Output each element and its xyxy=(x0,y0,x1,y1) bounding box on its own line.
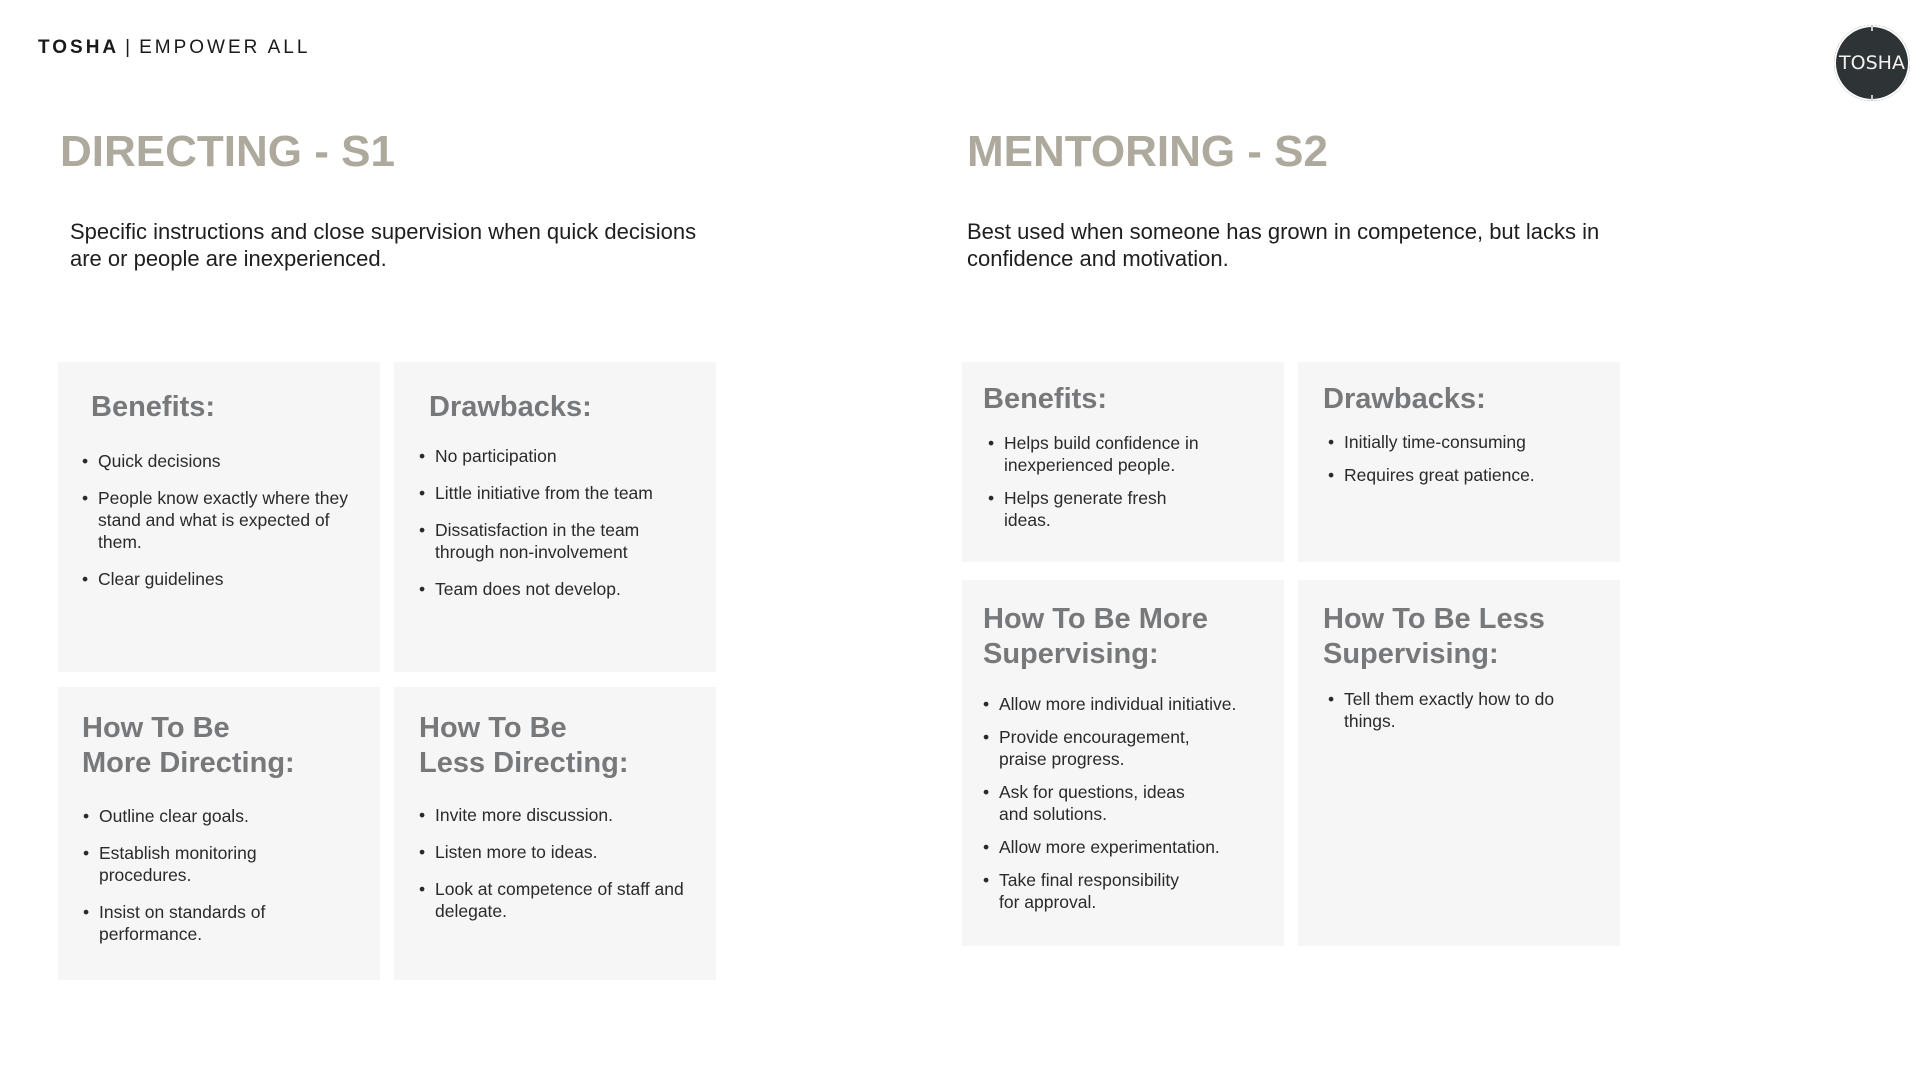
heading-line: How To Be More xyxy=(983,603,1209,635)
mentoring-description: Best used when someone has grown in competence, but lacks in confidence and motivation. xyxy=(967,219,1600,271)
card-heading: Drawbacks: xyxy=(429,391,592,423)
brand-header xyxy=(38,37,310,59)
card-heading xyxy=(82,711,295,781)
list-item: • Allow more experimentation. xyxy=(983,836,1238,858)
brand-tagline: EMPOWER ALL xyxy=(139,37,311,58)
directing-description: Specific instructions and close supervision when quick decisions are or people are inexperienced. xyxy=(70,219,697,271)
mentoring-title: MENTORING - S2 xyxy=(967,127,1329,176)
logo-tick-bottom xyxy=(1871,95,1873,101)
card-heading: Drawbacks: xyxy=(1323,383,1486,415)
list-item: • Tell them exactly how to do things. xyxy=(1328,688,1558,732)
heading-line: How To Be Less xyxy=(1323,603,1545,635)
list-item: • Insist on standards of performance. xyxy=(83,901,303,945)
list-item: • No participation xyxy=(419,445,669,467)
heading-line: Less Directing: xyxy=(419,747,629,779)
list-item: • Quick decisions xyxy=(82,450,352,472)
list-item: • People know exactly where they stand and what is expected of them. xyxy=(82,487,352,553)
mentoring-benefits-card xyxy=(962,362,1284,562)
card-heading: Benefits: xyxy=(91,391,216,423)
list-item: • Little initiative from the team xyxy=(419,482,669,504)
more-directing-list xyxy=(83,805,303,960)
heading-line: Supervising: xyxy=(1323,638,1499,670)
list-item: • Helps build confidence in inexperienced people. xyxy=(988,432,1218,476)
less-supervising-list xyxy=(1328,688,1558,747)
heading-line: More Directing: xyxy=(82,747,295,779)
brand-separator: | xyxy=(125,37,134,58)
list-item: • Listen more to ideas. xyxy=(419,841,689,863)
directing-benefits-card xyxy=(58,362,380,672)
mentoring-less-card xyxy=(1298,580,1620,946)
heading-line: How To Be xyxy=(82,712,230,744)
mentoring-more-card xyxy=(962,580,1284,946)
heading-line: How To Be xyxy=(419,712,567,744)
list-item: • Ask for questions, ideas and solutions. xyxy=(983,781,1189,825)
logo-text: TOSHA xyxy=(1839,52,1905,74)
directing-drawbacks-card xyxy=(394,362,716,672)
drawbacks-list xyxy=(1328,431,1588,501)
list-item: • Initially time-consuming xyxy=(1328,431,1588,453)
list-item: • Team does not develop. xyxy=(419,578,669,600)
list-item: • Clear guidelines xyxy=(82,568,352,590)
list-item: • Establish monitoring procedures. xyxy=(83,842,303,886)
benefits-list xyxy=(82,450,352,605)
list-item: • Requires great patience. xyxy=(1328,464,1588,486)
list-item: • Take final responsibility for approval. xyxy=(983,869,1189,913)
directing-title: DIRECTING - S1 xyxy=(60,127,395,176)
heading-line: Supervising: xyxy=(983,638,1159,670)
card-heading xyxy=(983,602,1208,672)
directing-more-card xyxy=(58,687,380,980)
card-heading xyxy=(1323,602,1545,672)
more-supervising-list xyxy=(983,693,1238,924)
list-item: • Allow more individual initiative. xyxy=(983,693,1238,715)
card-heading: Benefits: xyxy=(983,383,1108,415)
tosha-logo xyxy=(1834,25,1910,101)
brand-name: TOSHA xyxy=(38,37,120,58)
card-heading xyxy=(419,711,629,781)
benefits-list xyxy=(988,432,1218,546)
mentoring-drawbacks-card xyxy=(1298,362,1620,562)
directing-less-card xyxy=(394,687,716,980)
list-item: • Invite more discussion. xyxy=(419,804,689,826)
drawbacks-list xyxy=(419,445,669,615)
logo-tick-top xyxy=(1871,25,1873,31)
list-item: • Outline clear goals. xyxy=(83,805,303,827)
list-item: • Dissatisfaction in the team through non-involvement xyxy=(419,519,669,563)
less-directing-list xyxy=(419,804,689,937)
list-item: • Look at competence of staff and delegate. xyxy=(419,878,689,922)
list-item: • Provide encouragement, praise progress. xyxy=(983,726,1238,770)
list-item: • Helps generate fresh ideas. xyxy=(988,487,1218,531)
